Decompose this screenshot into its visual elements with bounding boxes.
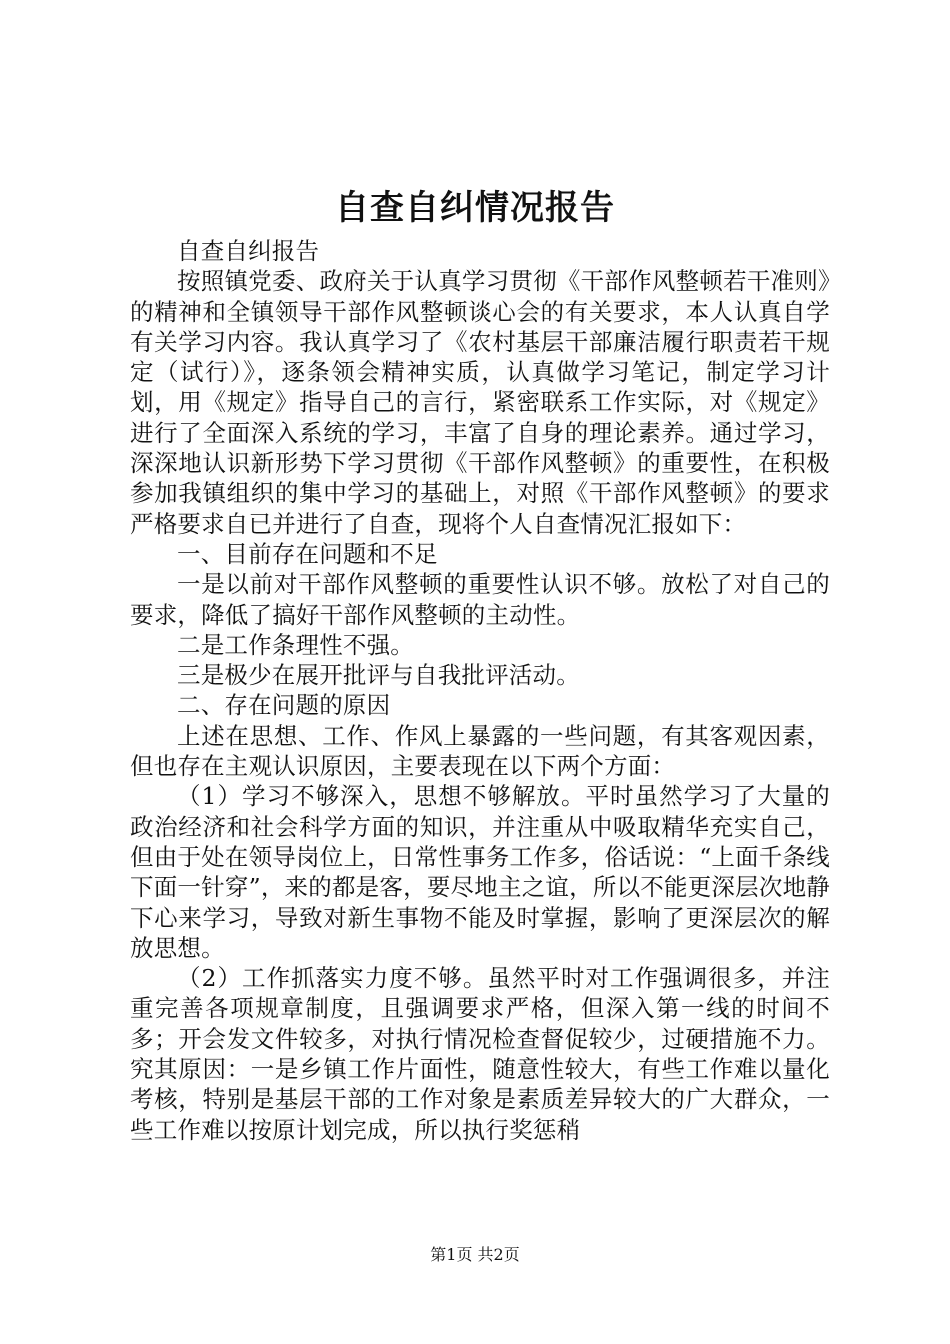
section-heading-causes: 二、存在问题的原因 [177,691,391,720]
paragraph-report-heading: 自查自纠报告 [177,237,320,265]
paragraph-problem-2: 二是工作条理性不强。 [177,630,414,659]
paragraph-cause-1: （1）学习不够深入，思想不够解放。平时虽然学习了大量的政治经济和社会科学方面的知识，并注重从中吸取精华充实自己，但由于处在领导岗位上，日常性事务工作多，俗话说：“上面千条线下面一针穿”，来的都是客，要尽地主之谊，所以不能更深层次地静下心来学习，导致对新生事物不能及时掌握，影响了更深层次的解放思想。 [130,782,830,962]
paragraph-problem-3: 三是极少在展开批评与自我批评活动。 [177,661,580,690]
document-title: 自查自纠情况报告 [335,188,615,228]
paragraph-intro: 按照镇党委、政府关于认真学习贯彻《干部作风整顿若干准则》的精神和全镇领导干部作风整顿谈心会的有关要求，本人认真自学有关学习内容。我认真学习了《农村基层干部廉洁履行职责若干规定（试行）》，逐条领会精神实质，认真做学习笔记，制定学习计划，用《规定》指导自己的言行，紧密联系工作实际，对《规定》进行了全面深入系统的学习，丰富了自身的理论素养。通过学习，深深地认识新形势下学习贯彻《干部作风整顿》的重要性，在积极参加我镇组织的集中学习的基础上，对照《干部作风整顿》的要求严格要求自已并进行了自查，现将个人自查情况汇报如下： [130,267,830,538]
paragraph-problem-1: 一是以前对干部作风整顿的重要性认识不够。放松了对自己的要求，降低了搞好干部作风整顿的主动性。 [130,570,830,629]
page-footer: 第1页 共2页 [430,1245,520,1264]
section-heading-problems: 一、目前存在问题和不足 [177,539,438,568]
document-body [130,236,830,1145]
paragraph-cause-2: （2）工作抓落实力度不够。虽然平时对工作强调很多，并注重完善各项规章制度，且强调要求严格，但深入第一线的时间不多；开会发文件较多，对执行情况检查督促较少，过硬措施不力。究其原因：一是乡镇工作片面性，随意性较大，有些工作难以量化考核，特别是基层干部的工作对象是素质差异较大的广大群众，一些工作难以按原计划完成，所以执行奖惩稍 [130,964,830,1144]
paragraph-causes-intro: 上述在思想、工作、作风上暴露的一些问题，有其客观因素，但也存在主观认识原因，主要表现在以下两个方面： [130,721,830,781]
